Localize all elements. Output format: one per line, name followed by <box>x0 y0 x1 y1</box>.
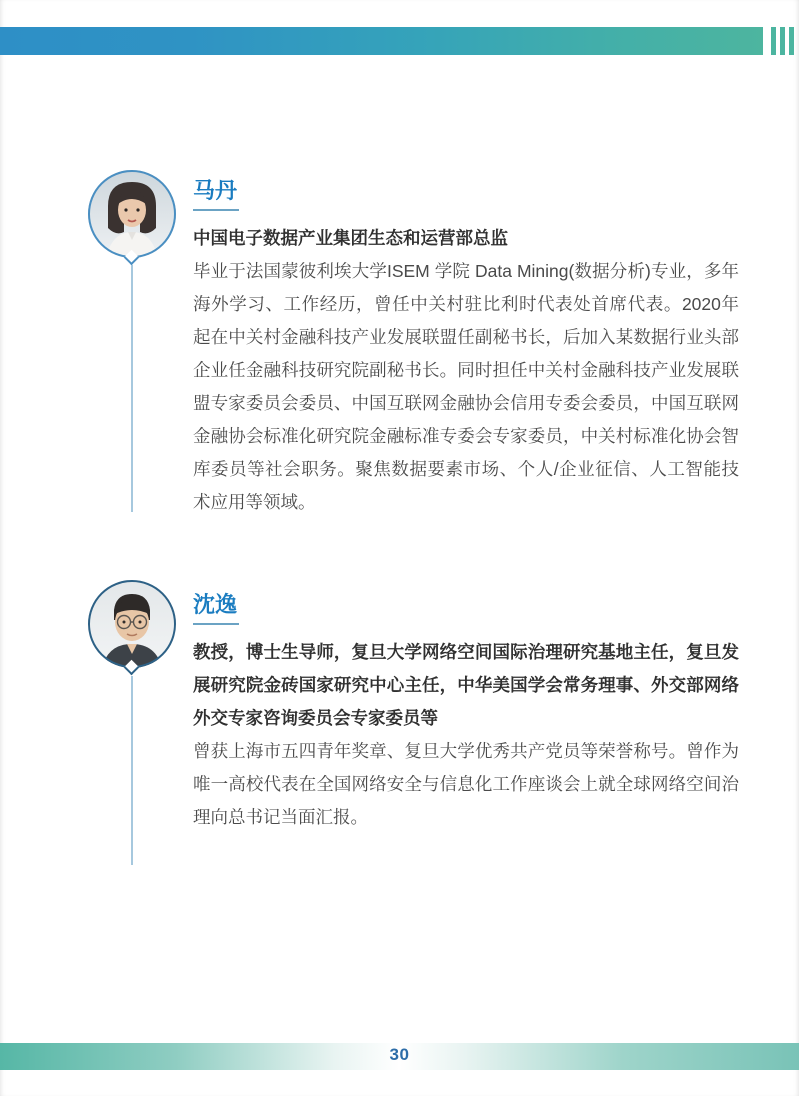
header-stripe-icon <box>771 27 776 55</box>
speaker-bio: 毕业于法国蒙彼利埃大学ISEM 学院 Data Mining(数据分析)专业，多年海外学习、工作经历，曾任中关村驻比利时代表处首席代表。2020年起在中关村金融科技产业发展联盟任副秘书长，后加入某数据行业头部企业任金融科技研究院副秘书长。同时担任中关村金融科技产业发展联盟专家委员会委员、中国互联网金融协会信用专委会委员，中国互联网金融协会标准化研究院金融标准专委会专家委员，中关村标准化协会智库委员等社会职务。聚焦数据要素市场、个人/企业征信、人工智能技术应用等领域。 <box>193 261 739 513</box>
header-stripe-icon <box>780 27 785 55</box>
speaker-bio: 曾获上海市五四青年奖章、复旦大学优秀共产党员等荣誉称号。曾作为唯一高校代表在全国网络安全与信息化工作座谈会上就全球网络空间治理向总书记当面汇报。 <box>193 741 739 828</box>
header-stripe-icon <box>789 27 794 55</box>
speaker-profile <box>193 592 739 834</box>
speaker-title: 中国电子数据产业集团生态和运营部总监 <box>193 228 508 249</box>
speaker-profile <box>193 178 739 519</box>
avatar-border-ring <box>88 170 176 258</box>
header-gradient-bar <box>0 27 763 55</box>
avatar-border-ring <box>88 580 176 668</box>
speaker-name: 沈逸 <box>193 592 239 625</box>
page-number: 30 <box>389 1045 410 1064</box>
speaker-title: 教授，博士生导师，复旦大学网络空间国际治理研究基地主任，复旦发展研究院金砖国家研究中心主任，中华美国学会常务理事、外交部网络外交专家咨询委员会专家委员等 <box>193 642 739 729</box>
speaker-name: 马丹 <box>193 178 239 211</box>
profile-connector-line <box>131 676 133 865</box>
profile-connector-line <box>131 265 133 512</box>
